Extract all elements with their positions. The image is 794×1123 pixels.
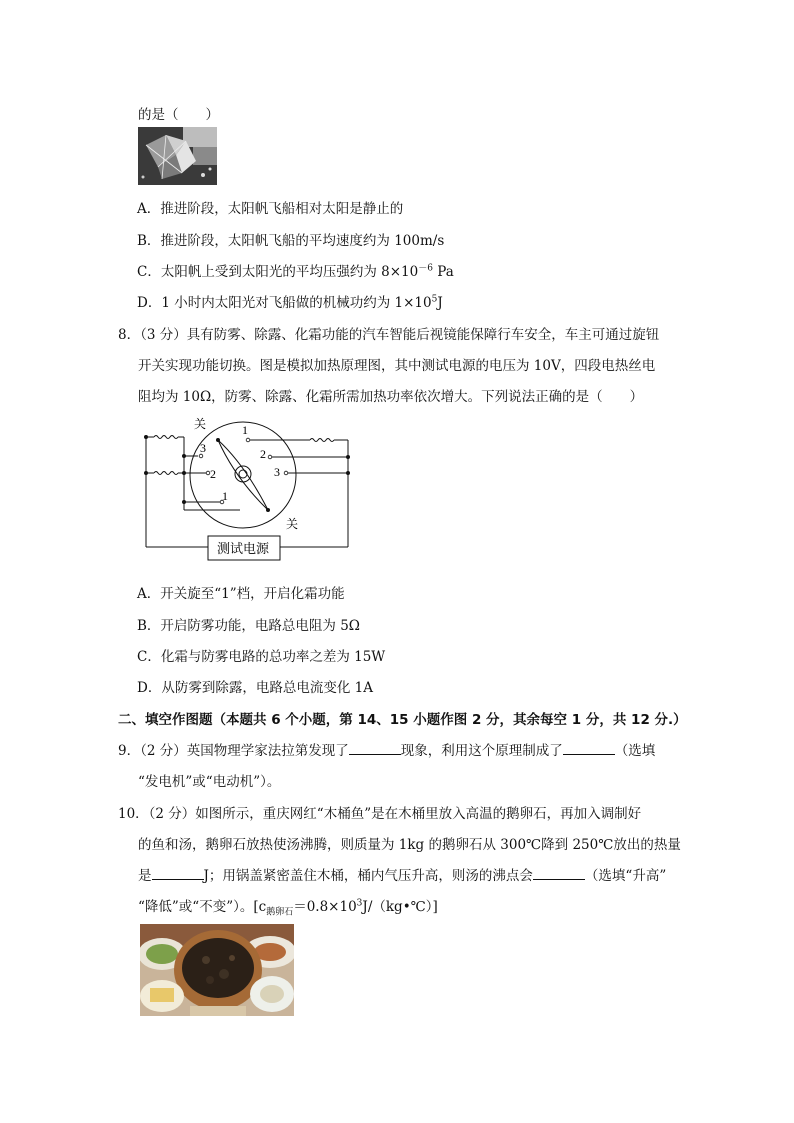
right-contact-2: 2 [260,447,266,461]
left-contact-3: 3 [200,441,206,455]
q9-line2: “发电机”或“电动机”）。 [138,774,281,790]
solar-sail-photo [138,127,217,185]
q9-line1: 9．（2 分）英国物理学家法拉第发现了 现象，利用这个原理制成了 （选填 [118,743,656,759]
q10-line3: 是 J；用锅盖紧密盖住木桶，桶内气压升高，则汤的沸点会 （选填“升高” [138,868,667,884]
switch-label-top: 关 [194,417,207,431]
q7-option-b: B．推进阶段，太阳帆飞船的平均速度约为 100m/s [137,233,445,249]
q10-line4: “降低”或“不变”）。$[c_{鹅卵石}=0.8\times 10^3J/(kg•℃)]$ [138,898,438,918]
q7-stem-tail: 的是（ ） [138,107,219,123]
q8-stem-line3: 阻均为 10Ω，防雾、除露、化霜所需加热功率依次增大。下列说法正确的是（ ） [138,389,644,405]
left-contact-2: 2 [210,467,216,481]
q7-option-a: A．推进阶段，太阳帆飞船相对太阳是静止的 [137,201,404,217]
q10-blank-1[interactable] [152,867,204,880]
section2-heading: 二、填空作图题（本题共 6 个小题，第 14、15 小题作图 2 分，其余每空 1 分，共 12 分.） [118,712,687,728]
q8-stem-line2: 开关实现功能切换。图是模拟加热原理图，其中测试电源的电压为 10V，四段电热丝电 [138,358,656,374]
right-contact-3: 3 [274,465,280,479]
q8-option-b: B．开启防雾功能，电路总电阻为 5Ω [137,618,360,634]
q9-blank-2[interactable] [563,742,615,755]
q8-option-d: D．从防雾到除露，电路总电流变化 1A [137,680,373,696]
test-power-source-label: 测试电源 [217,541,270,556]
right-contact-1: 1 [242,423,248,437]
bucket-fish-photo [140,924,294,1016]
q10-line1: 10．（2 分）如图所示，重庆网红“木桶鱼”是在木桶里放入高温的鹅卵石，再加入调制好 [118,806,642,822]
heating-circuit-diagram [140,410,360,570]
q8-option-c: C．化霜与防雾电路的总功率之差为 15W [137,649,386,665]
q7-option-d: D．1 小时内太阳光对飞船做的机械功约为 $1\times 10^5J$ [137,294,443,311]
q8-stem-line1: 8．（3 分）具有防雾、除露、化霜功能的汽车智能后视镜能保障行车安全，车主可通过旋钮 [118,327,660,343]
q10-blank-2[interactable] [533,867,585,880]
q9-blank-1[interactable] [349,742,401,755]
switch-label-bottom: 关 [286,517,299,531]
q10-line2: 的鱼和汤，鹅卵石放热使汤沸腾，则质量为 1kg 的鹅卵石从 300℃降到 250℃放出的热量 [138,837,681,853]
q7-option-c: C．太阳帆上受到太阳光的平均压强约为 $8\times 10^{-6}$ Pa [137,263,454,280]
left-contact-1: 1 [222,489,228,503]
q8-option-a: A．开关旋至“1”档，开启化霜功能 [137,586,345,602]
